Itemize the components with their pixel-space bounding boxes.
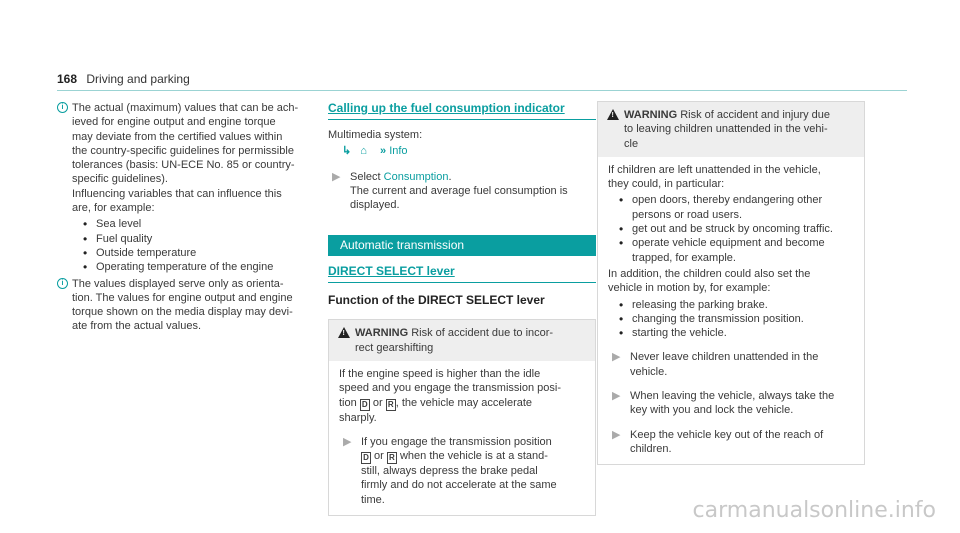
motion-list — [608, 298, 854, 341]
step-arrow-icon: ▶ — [612, 428, 621, 441]
column-3 — [597, 101, 865, 465]
warning-body: If children are left unattended in the vehicle, they could, in particular: • open doors, thereby endangering other persons or road users. • get out and be struck by oncoming traffic. • operate vehicle equipment and become trapped, for example. In addition, the children could also set the vehicle in motion by, for example: • releasing the parking brake. • changing the transmission position. • starting the vehicle. ▶ Never leave children unattended in the vehicle. ▶ When leaving the vehicle, always take the key with you and lock the vehicle. ▶ Keep the vehicle key out of the reach of children. — [598, 157, 864, 464]
chapter-banner: Automatic transmission — [328, 235, 596, 256]
note-display-values: i The values displayed serve only as orienta- tion. The values for engine output and engine torque shown on the media display may devi- ate from the actual values. — [57, 277, 319, 334]
warning-triangle-icon: ! — [607, 109, 619, 120]
gear-r-key: R — [387, 452, 397, 464]
info-icon: i — [57, 102, 68, 113]
list-item: • Fuel quality — [72, 232, 319, 246]
list-item: • changing the transmission position. — [608, 312, 854, 326]
influence-list — [72, 217, 319, 274]
warning-triangle-icon: ! — [338, 327, 350, 338]
page-number: 168 — [57, 72, 78, 86]
subsection-title: DIRECT SELECT lever — [328, 263, 455, 278]
step-arrow-icon: ▶ — [612, 351, 621, 364]
list-item: • starting the vehicle. — [608, 326, 854, 340]
consumption-link[interactable]: Consumption — [383, 170, 449, 183]
step-select-consumption: ▶ Select Consumption. The current and average fuel consumption is displayed. — [332, 170, 568, 212]
gear-r-key: R — [386, 399, 396, 411]
header-divider — [57, 90, 907, 91]
warning-step: ▶ Keep the vehicle key out of the reach of children. — [612, 428, 824, 455]
column-1 — [57, 101, 319, 334]
note-engine-values — [57, 101, 319, 275]
section-name: Driving and parking — [86, 72, 190, 86]
turn-arrow-icon: ↳ — [342, 144, 352, 157]
double-chevron-icon: » — [380, 144, 387, 157]
danger-list — [608, 193, 854, 264]
watermark: carmanualsonline.info — [692, 498, 936, 523]
list-item: • get out and be struck by oncoming traffic. — [608, 222, 854, 236]
info-icon: i — [57, 278, 68, 289]
warning-body: If the engine speed is higher than the idle speed and you engage the transmission posi- tion D or R , the vehicle may accelerate sharply. ▶ If you engage the transmission position D or R when the vehicle is at a stand- still, always depress the brake pedal firmly and do not accelerate at the same time. — [329, 361, 595, 515]
step-arrow-icon: ▶ — [343, 435, 352, 448]
warning-step: ▶ If you engage the transmission position D or R when the vehicle is at a stand- still, always depress the brake pedal firmly and do not accelerate at the same time. — [343, 435, 557, 506]
section-divider — [328, 119, 596, 120]
nav-info-link[interactable]: Info — [389, 144, 408, 157]
section-title: Calling up the fuel consumption indicator — [328, 101, 565, 115]
list-item: • Outside temperature — [72, 246, 319, 260]
list-item: • Operating temperature of the engine — [72, 260, 319, 274]
home-icon[interactable]: ⌂ — [360, 144, 367, 157]
warning-step: ▶ Never leave children unattended in the vehicle. — [612, 351, 819, 378]
gear-d-key: D — [360, 399, 370, 411]
warning-step: ▶ When leaving the vehicle, always take the key with you and lock the vehicle. — [612, 390, 835, 417]
gear-d-key: D — [361, 452, 371, 464]
function-title: Function of the DIRECT SELECT lever — [328, 293, 545, 308]
note1-text: The actual (maximum) values that can be ach- ieved for engine output and engine torque may deviate from the certified values within the country-specific guidelines for permissible tolerances (basis: UN-ECE No. 85 or country- specific guidelines). Influencing variables that can influence this are, for example: — [72, 102, 299, 215]
nav-path — [328, 144, 596, 158]
subsection-divider — [328, 282, 596, 283]
step-arrow-icon: ▶ — [332, 170, 341, 183]
list-item: • open doors, thereby endangering other persons or road users. — [608, 193, 854, 222]
list-item: • operate vehicle equipment and become trapped, for example. — [608, 236, 854, 265]
warning-box-gearshift — [328, 319, 596, 516]
page-header — [57, 72, 190, 86]
list-item: • releasing the parking brake. — [608, 298, 854, 312]
column-2 — [328, 101, 596, 516]
list-item: • Sea level — [72, 217, 319, 231]
warning-header: ! WARNING Risk of accident and injury due to leaving children unattended in the vehi- cle — [598, 102, 864, 157]
step-arrow-icon: ▶ — [612, 390, 621, 403]
warning-box-children — [597, 101, 865, 465]
multimedia-label: Multimedia system: — [328, 129, 423, 142]
warning-header: ! WARNING Risk of accident due to incor- rect gearshifting — [329, 320, 595, 361]
